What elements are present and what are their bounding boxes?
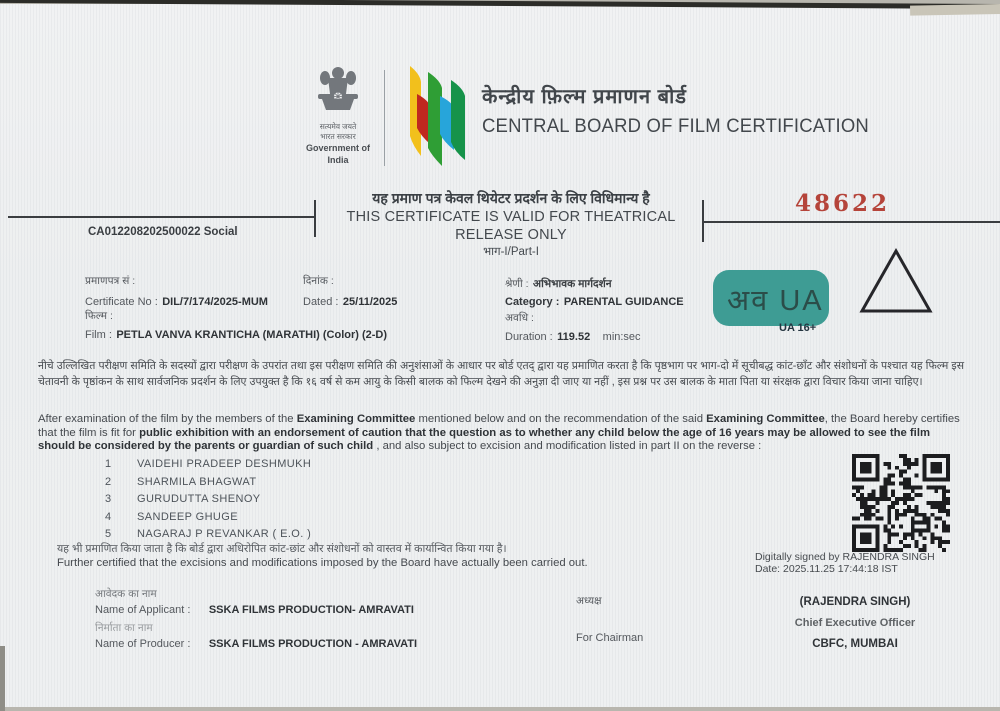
producer-label: Name of Producer : (95, 638, 191, 650)
banner-right-rule (702, 221, 1000, 223)
category-label: Category : (505, 296, 560, 308)
producer-label-hindi: निर्माता का नाम (95, 622, 153, 634)
digital-signature-block (755, 551, 935, 575)
certification-paragraph-english: After examination of the film by the members of the Examining Committee mentioned below and on the recommendation of the said Examining Committee, the Board hereby certifies that the film is fit for public exhibition with an endorsement of caution that the question as to whether any child below the age of 16 years may be allowed to see the film should be considered by the parents or guardian of such child , and also subject to excision and modification listed in part II on the reverse : (38, 413, 960, 453)
committee-member-row: 2 SHARMILA BHAGWAT (105, 475, 257, 488)
banner-left-tick (314, 200, 316, 237)
certificate-no-value: DIL/7/174/2025-MUM (162, 296, 268, 308)
applicant-label: Name of Applicant : (95, 604, 191, 616)
banner-line-hindi: यह प्रमाण पत्र केवल थियेटर प्रदर्शन के लिए विधिमान्य है (372, 190, 650, 206)
emblem-govt-hindi: भारत सरकार (320, 132, 356, 142)
further-certified-hindi: यह भी प्रमाणित किया जाता है कि बोर्ड द्वारा अधिरोपित कांट-छांट और संशोधनों को वास्तव में कार्यान्वित किया गया है। (57, 543, 507, 555)
banner-line-english: THIS CERTIFICATE IS VALID FOR THEATRICAL RELEASE ONLY (346, 208, 676, 243)
scan-artifact-left-edge (0, 646, 5, 711)
signatory-title: Chief Executive Officer (794, 617, 916, 629)
ashoka-lion-capital-icon (312, 64, 364, 122)
date-label: Dated : (303, 296, 339, 308)
header-divider (384, 70, 385, 166)
ua-rating-text: अव UA (727, 285, 824, 317)
film-value: PETLA VANVA KRANTICHA (MARATHI) (Color) (2-D) (116, 329, 388, 341)
banner-part-label: भाग-I/Part-I (483, 245, 539, 258)
serial-number: 48622 (795, 190, 891, 217)
category-value-hindi: अभिभावक मार्गदर्शन (533, 278, 612, 290)
duration-label: Duration : (505, 331, 553, 343)
examining-committee-list (105, 456, 311, 544)
ua-16-label: UA 16+ (779, 322, 817, 334)
category-value: PARENTAL GUIDANCE (563, 296, 684, 308)
scan-artifact-top-edge (0, 0, 1000, 9)
banner-left-rule (8, 216, 316, 218)
film-label: Film : (85, 329, 112, 341)
chairman-label-english: For Chairman (576, 632, 644, 644)
emblem-govt-english: Government of India (305, 143, 370, 166)
signatory-org: CBFC, MUMBAI (812, 638, 898, 650)
applicant-value: SSKA FILMS PRODUCTION- AMRAVATI (208, 604, 414, 616)
certification-paragraph-hindi: नीचे उल्लिखित परीक्षण समिति के सदस्यों द्वारा परीक्षण के उपरांत तथा इस परीक्षण समिति की अनुशंसाओं के आधार पर बोर्ड एतद् द्वारा यह प्रमाणित करता है कि पृष्ठभाग पर भाग-दो में सूचीबद्ध कांट-छाँट और संशोधनों के पश्चात यह फिल्म इस चेतावनी के पृष्ठांकन के साथ सार्वजनिक प्रदर्शन के लिए उपयुक्त है कि १६ वर्ष से कम आयु के किसी बालक को फिल्म देखने की अनुज्ञा दी जाए या नहीं , इस प्रश्न पर उस बालक के माता पिता या संरक्षक द्वारा विचार किया जाना चाहिए। (38, 360, 964, 388)
signatory-block (755, 596, 955, 650)
triangle-mark-icon (856, 245, 936, 319)
further-certified-english: Further certified that the excisions and modifications imposed by the Board have actually been carried out. (57, 557, 588, 569)
digital-signature-line2: Date: 2025.11.25 17:44:18 IST (755, 563, 898, 575)
digital-signature-line1: Digitally signed by RAJENDRA SINGH (755, 551, 935, 563)
producer-value: SSKA FILMS PRODUCTION - AMRAVATI (208, 638, 418, 650)
certificate-sheet (0, 4, 1000, 707)
certificate-no-label-hindi: प्रमाणपत्र सं : (85, 275, 136, 287)
committee-member-row: 4 SANDEEP GHUGE (105, 510, 238, 523)
duration-label-hindi: अवधि : (505, 312, 534, 324)
cbfc-logo-icon (404, 64, 474, 170)
committee-member-row: 1 VAIDEHI PRADEEP DESHMUKH (105, 458, 312, 470)
qr-code (851, 454, 951, 552)
committee-member-row: 5 NAGARAJ P REVANKAR ( E.O. ) (105, 528, 312, 540)
scan-artifact-corner (910, 4, 1000, 16)
validity-banner (320, 190, 702, 259)
duration-value: 119.52 (557, 331, 591, 343)
applicant-label-hindi: आवेदक का नाम (95, 588, 157, 600)
duration-unit: min:sec (602, 331, 641, 343)
chairman-label-hindi: अध्यक्ष (576, 595, 602, 607)
org-name-hindi: केन्द्रीय फ़िल्म प्रमाणन बोर्ड (482, 86, 687, 108)
date-value: 25/11/2025 (342, 296, 398, 308)
govt-of-india-emblem (298, 64, 378, 167)
certificate-no-label: Certificate No : (85, 296, 158, 308)
date-label-hindi: दिनांक : (303, 275, 334, 287)
emblem-motto: सत्यमेव जयते (319, 122, 357, 131)
category-label-hindi: श्रेणी : (505, 278, 529, 290)
org-name-english: CENTRAL BOARD OF FILM CERTIFICATION (482, 114, 869, 137)
ua-rating-badge (713, 270, 829, 326)
committee-member-row: 3 GURUDUTTA SHENOY (105, 493, 261, 505)
film-label-hindi: फिल्म : (85, 310, 113, 322)
file-number: CA012208202500022 Social (88, 226, 238, 238)
signatory-name: (RAJENDRA SINGH) (799, 596, 911, 608)
